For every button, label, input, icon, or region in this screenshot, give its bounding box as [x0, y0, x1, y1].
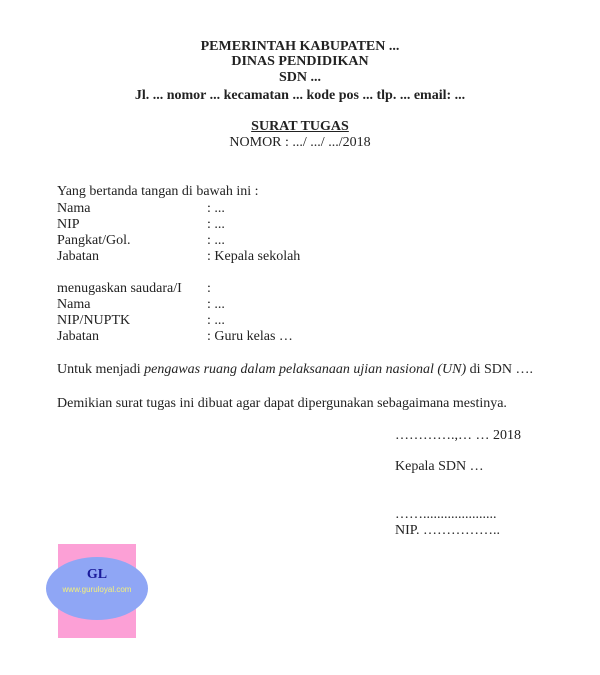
signature-date: ………….,… … 2018	[395, 428, 521, 443]
assignee-value: : ...	[207, 297, 225, 312]
assignee-label: NIP/NUPTK	[57, 313, 131, 328]
signer-label: NIP	[57, 217, 80, 232]
logo-text: GL	[86, 567, 108, 582]
header-address: Jl. ... nomor ... kecamatan ... kode pos ... tlp. ... email: ...	[134, 88, 466, 103]
assign-label: menugaskan saudara/I	[57, 281, 182, 296]
header-line-2: DINAS PENDIDIKAN	[231, 54, 369, 69]
closing-text: Demikian surat tugas ini dibuat agar dapat dipergunakan sebagaimana mestinya.	[57, 396, 507, 411]
logo-url: www.guruloyal.com	[62, 585, 132, 594]
purpose-italic: pengawas ruang dalam pelaksanaan ujian nasional (UN)	[144, 362, 467, 377]
signature-nip: NIP. ……………..	[395, 523, 501, 538]
purpose-post: di SDN ….	[466, 362, 534, 377]
watermark-logo	[46, 557, 148, 620]
signature-role: Kepala SDN …	[395, 459, 484, 474]
intro-text: Yang bertanda tangan di bawah ini :	[57, 184, 259, 199]
signature-name: …….....................	[395, 507, 497, 522]
signer-label: Nama	[57, 201, 91, 216]
header-line-3: SDN ...	[278, 70, 321, 85]
signer-value: : ...	[207, 233, 225, 248]
purpose-pre: Untuk menjadi	[57, 362, 145, 377]
assignee-label: Jabatan	[57, 329, 99, 344]
purpose-text	[57, 362, 533, 378]
signer-label: Jabatan	[57, 249, 99, 264]
assignee-label: Nama	[57, 297, 91, 312]
document-number: NOMOR : .../ .../ .../2018	[229, 135, 371, 150]
signer-value: : ...	[207, 217, 225, 232]
assignee-value: : Guru kelas …	[207, 329, 293, 344]
signer-value: : ...	[207, 201, 225, 216]
assignee-value: : ...	[207, 313, 225, 328]
signer-label: Pangkat/Gol.	[57, 233, 131, 248]
assign-colon: :	[207, 281, 211, 296]
header-line-1: PEMERINTAH KABUPATEN ...	[200, 39, 400, 54]
document-title: SURAT TUGAS	[251, 119, 349, 134]
signer-value: : Kepala sekolah	[207, 249, 301, 264]
